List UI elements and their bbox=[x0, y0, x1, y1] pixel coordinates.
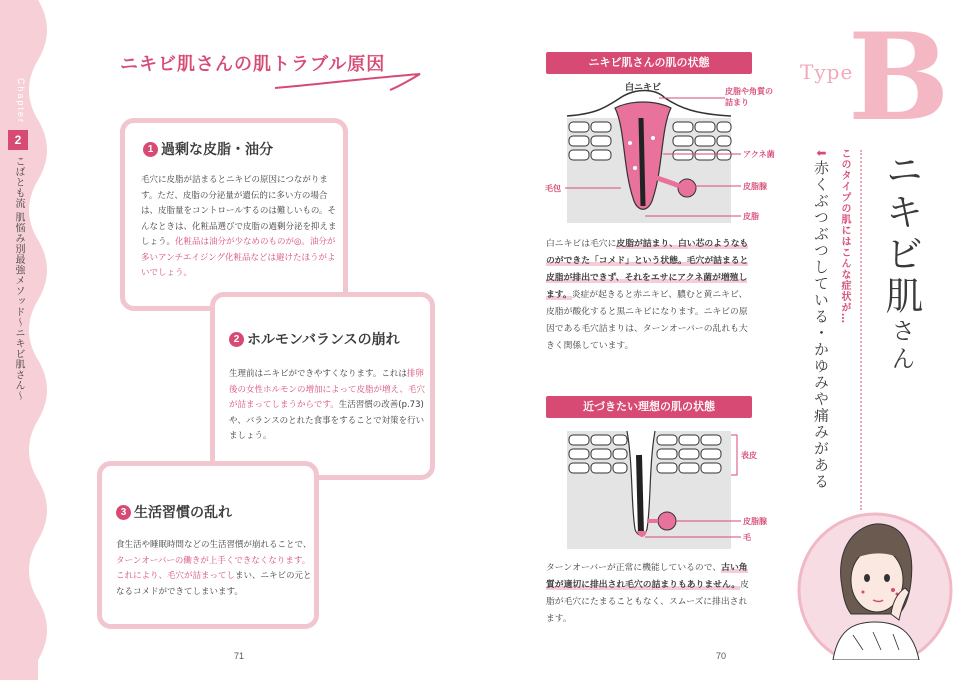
healthy-skin-diagram bbox=[545, 425, 795, 555]
cause-1-highlight: 化粧品は油分が少なめのものが◎。油分が多いアンチエイジング化粧品などは避けたほうがよいでしょう。 bbox=[141, 237, 336, 278]
cause-2-highlight: 排卵後の女性ホルモンの増加によって皮脂が増え、毛穴が詰まってしまうからです。 bbox=[229, 369, 426, 410]
page-title: ニキビ肌さんの肌トラブル原因 bbox=[120, 54, 386, 75]
cause-1-body bbox=[141, 173, 337, 282]
page-number-right: 70 bbox=[716, 651, 727, 661]
skin-type-heading bbox=[876, 150, 926, 374]
cause-2-body bbox=[229, 367, 425, 445]
ideal-para-highlight: 古い角質が適切に排出され毛穴の詰まりもありません。 bbox=[546, 563, 748, 590]
cause-1-title-text: 過剰な皮脂・油分 bbox=[161, 142, 273, 158]
acne-para-text-b: 炎症が起きると赤ニキビ、膿むと黄ニキビ、皮脂が酸化すると黒ニキビになります。ニキビの原因である毛穴詰まりは、ターンオーバーの乱れも大きく関係しています。 bbox=[546, 290, 748, 351]
label-epidermis: 表皮 bbox=[741, 451, 757, 460]
label-sebaceous-gland: 皮脂腺 bbox=[743, 182, 767, 191]
acne-state-paragraph bbox=[546, 236, 754, 355]
label-sebum-keratin-line2: 詰まり bbox=[725, 98, 749, 107]
label-sebaceous-gland-2: 皮脂腺 bbox=[743, 517, 767, 526]
section-banner-current: ニキビ肌さんの肌の状態 bbox=[546, 52, 752, 74]
spine-wave-decoration bbox=[0, 0, 60, 680]
cause-3-title bbox=[116, 502, 232, 522]
acne-skin-diagram bbox=[545, 78, 795, 228]
dotted-divider bbox=[860, 150, 862, 510]
skin-type-heading-main: ニキビ肌 bbox=[879, 150, 923, 318]
label-hair: 毛 bbox=[743, 533, 751, 542]
ideal-para-text-a: ターンオーバーが正常に機能しているので、 bbox=[546, 563, 722, 573]
number-2-icon: 2 bbox=[229, 332, 244, 347]
skin-type-heading-small: さん bbox=[887, 318, 915, 374]
ideal-para-text-b: 皮脂が毛穴にたまることもなく、スムーズに排出されます。 bbox=[546, 580, 749, 624]
number-3-icon: 3 bbox=[116, 505, 131, 520]
chapter-title: こばとも流 肌悩み別最強メソッド〜ニキビ肌さん〜 bbox=[13, 156, 24, 402]
cause-1-text: 毛穴に皮脂が詰まるとニキビの原因につながります。ただ、皮脂の分泌量が遺伝的に多い方の場合は、皮脂量をコントロールするのは難しいもの。そんなときは、化粧品選びで皮脂の過剰分泌を抑えましょう。 bbox=[141, 175, 337, 247]
cause-box-3 bbox=[97, 461, 319, 629]
symptom-label: このタイプの肌にはこんな症状が… bbox=[839, 148, 850, 324]
label-pore: 毛包 bbox=[545, 184, 561, 193]
cause-3-text-b: まい、ニキビの元となるコメドができてしまいます。 bbox=[116, 571, 312, 597]
symptom-text-body: 赤くぶつぶつしている・かゆみや痛みがある bbox=[812, 159, 830, 490]
label-sebum: 皮脂 bbox=[743, 212, 759, 221]
label-sebum-keratin-line1: 皮脂や角質の bbox=[725, 87, 773, 96]
cause-1-title bbox=[143, 139, 273, 159]
page-number-left: 71 bbox=[234, 651, 245, 661]
cause-2-text-a: 生理前はニキビができやすくなります。これは bbox=[229, 369, 407, 379]
cause-2-title-text: ホルモンバランスの崩れ bbox=[247, 332, 400, 348]
cause-box-2 bbox=[210, 292, 435, 480]
chapter-number: 2 bbox=[8, 130, 28, 150]
label-acne-bacteria: アクネ菌 bbox=[743, 150, 775, 159]
cause-2-text-b: 生活習慣の改善(p.73) や、バランスのとれた食事をすることで対策を行いましょう。 bbox=[229, 400, 425, 441]
type-letter: B bbox=[848, 7, 950, 148]
type-word: Type bbox=[800, 60, 854, 84]
number-1-icon: 1 bbox=[143, 142, 158, 157]
acne-para-highlight: 皮脂が詰まり、白い芯のようなものができた「コメド」という状態。毛穴が詰まると皮脂が排出できず、それをエサにアクネ菌が増殖します。 bbox=[546, 239, 749, 300]
cause-box-1 bbox=[120, 118, 348, 311]
cause-3-title-text: 生活習慣の乱れ bbox=[134, 505, 232, 521]
section-banner-ideal: 近づきたい理想の肌の状態 bbox=[546, 396, 752, 418]
cause-3-text-a: 食生活や睡眠時間などの生活習慣が崩れることで、 bbox=[116, 540, 312, 550]
cause-3-body bbox=[116, 538, 312, 600]
cause-3-highlight: ターンオーバーの働きが上手くできなくなります。これにより、毛穴が詰まってし bbox=[116, 555, 311, 581]
ideal-state-paragraph bbox=[546, 560, 754, 628]
acne-para-text-a: 白ニキビは毛穴に bbox=[546, 239, 617, 249]
arrow-down-icon: ⬇ bbox=[814, 148, 828, 160]
symptom-text bbox=[808, 148, 832, 490]
woman-portrait-illustration bbox=[793, 510, 953, 660]
title-underline-swash bbox=[270, 66, 430, 96]
chapter-label: Chapter bbox=[16, 78, 26, 125]
label-white-acne: 白ニキビ bbox=[625, 83, 662, 93]
cause-2-title bbox=[229, 329, 400, 349]
